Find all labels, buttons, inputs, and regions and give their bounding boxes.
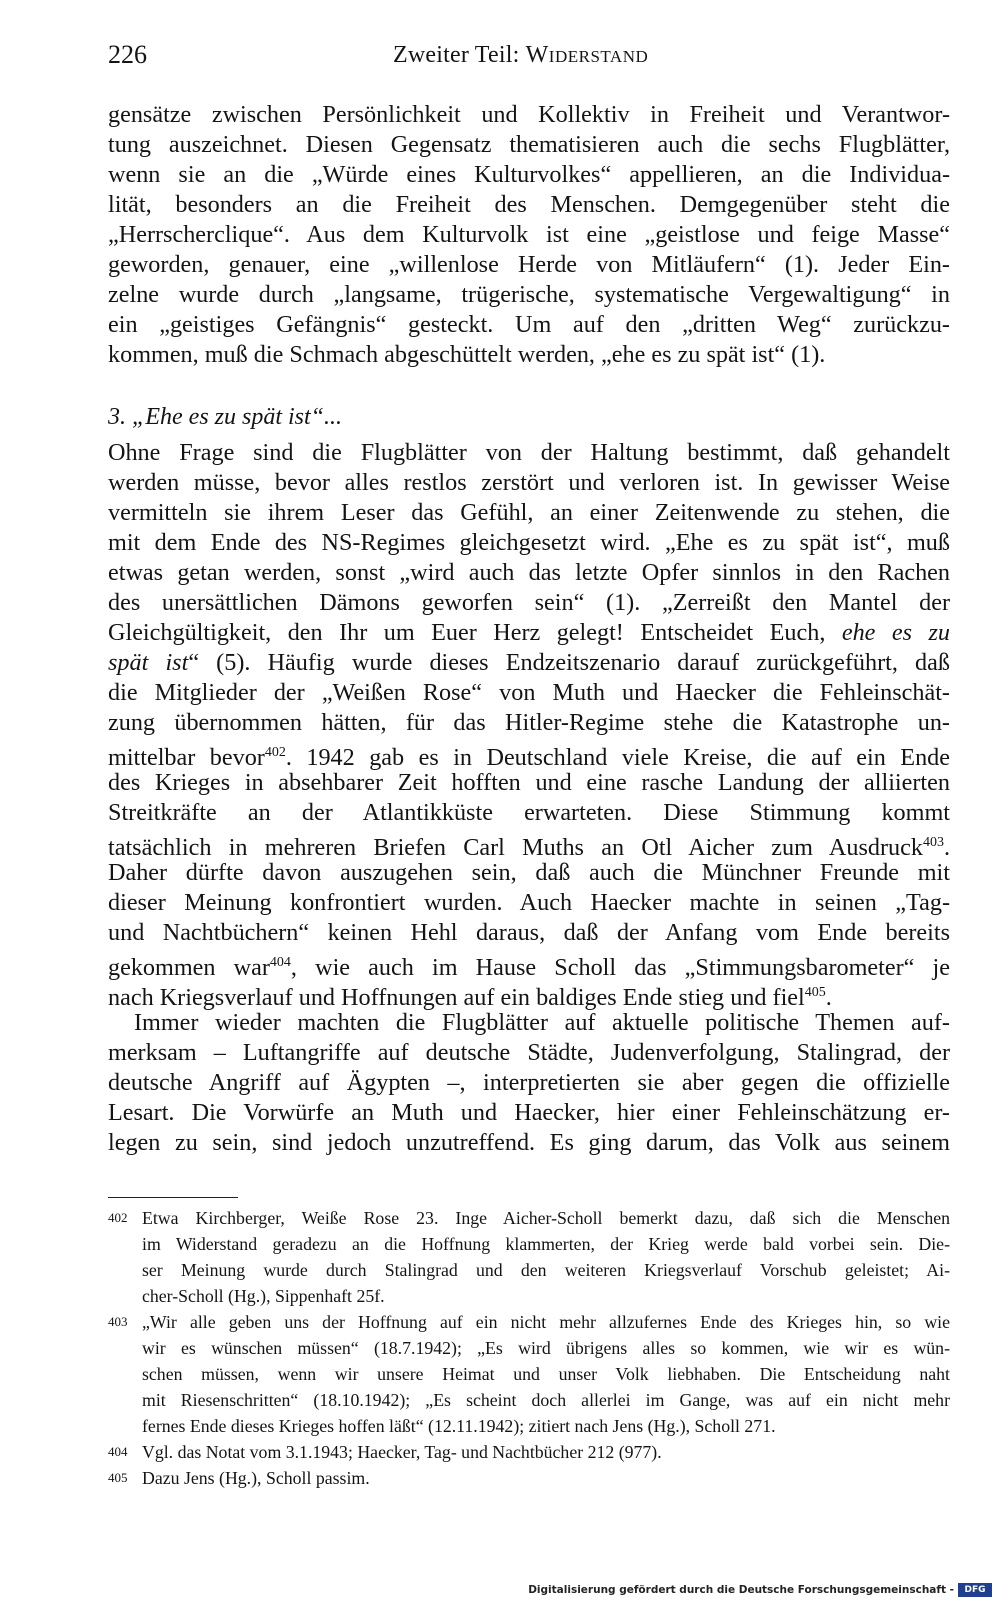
paragraph-2 bbox=[108, 438, 950, 1012]
text-line: kommen, muß die Schmach abgeschüttelt werden, „ehe es zu spät ist“ (1). bbox=[108, 341, 826, 368]
text-span: . 1942 gab es in Deutschland viele Kreise, die auf ein Ende bbox=[285, 744, 950, 772]
text-line: mit dem Ende des NS-Regimes gleichgesetzt wird. „Ehe es zu spät ist“, muß bbox=[108, 529, 950, 556]
footnote-number: 405 bbox=[108, 1470, 128, 1485]
text-line: legen zu sein, sind jedoch unzutreffend. Es ging darum, das Volk aus seinem bbox=[108, 1129, 950, 1156]
text-line bbox=[108, 828, 950, 862]
text-line: des Krieges in absehbarer Zeit hofften und eine rasche Landung der alliierten bbox=[108, 769, 950, 796]
text-line: dieser Meinung konfrontiert wurden. Auch Haecker machte in seinen „Tag- bbox=[108, 889, 950, 916]
footnote-line: Vgl. das Notat vom 3.1.1943; Haecker, Tag- und Nachtbücher 212 (977). bbox=[142, 1442, 662, 1462]
text-span: “ (5). Häufig wurde dieses Endzeitszenario darauf zurückgeführt, daß bbox=[188, 649, 950, 676]
footnote-405 bbox=[108, 1465, 950, 1491]
text-span: , wie auch im Hause Scholl das „Stimmungsbarometer“ je bbox=[290, 954, 950, 982]
footnote-line: ser Meinung wurde durch Stalingrad und den weiteren Kriegsverlauf Vorschub geleistet; Ai- bbox=[142, 1260, 950, 1280]
text-line: gensätze zwischen Persönlichkeit und Kollektiv in Freiheit und Verantwor- bbox=[108, 101, 950, 128]
page-number: 226 bbox=[108, 40, 147, 69]
text-line: Streitkräfte an der Atlantikküste erwarteten. Diese Stimmung kommt bbox=[108, 799, 950, 826]
text-line: lität, besonders an die Freiheit des Menschen. Demgegenüber steht die bbox=[108, 191, 950, 218]
text-span: mittelbar bevor bbox=[108, 744, 265, 772]
footnote-number: 403 bbox=[108, 1314, 128, 1329]
text-line bbox=[108, 648, 950, 678]
footnote-line: Etwa Kirchberger, Weiße Rose 23. Inge Aicher-Scholl bemerkt dazu, daß sich die Menschen bbox=[142, 1208, 950, 1228]
footnote-line: Dazu Jens (Hg.), Scholl passim. bbox=[142, 1468, 370, 1488]
footnote-number: 404 bbox=[108, 1444, 128, 1459]
text-span: . bbox=[943, 834, 950, 862]
text-line: „Herrscherclique“. Aus dem Kulturvolk ist eine „geistlose und feige Masse“ bbox=[108, 221, 950, 248]
text-span: . bbox=[825, 984, 832, 1012]
footnote-ref[interactable]: 402 bbox=[264, 745, 286, 760]
text-line: geworden, genauer, eine „willenlose Herde von Mitläufern“ (1). Jeder Ein- bbox=[108, 251, 950, 278]
text-line: Daher dürfte davon auszugehen sein, daß auch die Münchner Freunde mit bbox=[108, 859, 950, 886]
emphasis: ehe es zu bbox=[841, 619, 950, 646]
footnote-line: cher-Scholl (Hg.), Sippenhaft 25f. bbox=[142, 1286, 385, 1306]
text-span: tatsächlich in mehreren Briefen Carl Muths an Otl Aicher zum Ausdruck bbox=[108, 834, 923, 862]
text-span: Gleichgültigkeit, den Ihr um Euer Herz gelegt! Entscheidet Euch, bbox=[108, 619, 842, 646]
text-line: etwas getan werden, sonst „wird auch das letzte Opfer sinnlos in den Rachen bbox=[108, 559, 950, 586]
emphasis: spät ist bbox=[108, 649, 189, 676]
footnote-line: wir es wünschen müssen“ (18.7.1942); „Es wird übrigens alles so kommen, wie wir es wün- bbox=[142, 1338, 950, 1358]
footnote-line: schen müssen, wenn wir unsere Heimat und unser Volk liebhaben. Die Entscheidung naht bbox=[142, 1364, 950, 1384]
text-line: tung auszeichnet. Diesen Gegensatz thematisieren auch die sechs Flugblätter, bbox=[108, 131, 950, 158]
footnote-line: mit Riesenschritten“ (18.10.1942); „Es scheint doch allerlei im Gange, was auf ein nicht mehr bbox=[142, 1390, 950, 1410]
text-span: gekommen war bbox=[108, 954, 270, 982]
footnote-line: im Widerstand geradezu an die Hoffnung klammerten, der Krieg werde bald vorbei sein. Die- bbox=[142, 1234, 950, 1254]
text-line: Lesart. Die Vorwürfe an Muth und Haecker, hier einer Fehleinschätzung er- bbox=[108, 1099, 950, 1126]
footnote-line: „Wir alle geben uns der Hoffnung auf ein nicht mehr allzufernes Ende des Krieges hin, so wie bbox=[142, 1312, 950, 1332]
text-line bbox=[108, 618, 950, 648]
footnote-402 bbox=[108, 1205, 950, 1309]
text-line: merksam – Luftangriffe auf deutsche Städte, Judenverfolgung, Stalingrad, der bbox=[108, 1039, 950, 1066]
text-line: des unersättlichen Dämons geworfen sein“ (1). „Zerreißt den Mantel der bbox=[108, 589, 950, 616]
digitization-credit: Digitalisierung gefördert durch die Deutsche Forschungsgemeinschaft - bbox=[528, 1584, 954, 1596]
text-line: Ohne Frage sind die Flugblätter von der Haltung bestimmt, daß gehandelt bbox=[108, 439, 950, 466]
text-line: die Mitglieder der „Weißen Rose“ von Muth und Haecker die Fehleinschät- bbox=[108, 679, 950, 706]
text-line: werden müsse, bevor alles restlos zerstört und verloren ist. In gewisser Weise bbox=[108, 469, 950, 496]
footnote-ref[interactable]: 404 bbox=[269, 955, 291, 970]
footnote-line: fernes Ende dieses Krieges hoffen läßt“ (12.11.1942); zitiert nach Jens (Hg.), Scholl 271. bbox=[142, 1416, 776, 1436]
text-line: ein „geistiges Gefängnis“ gesteckt. Um auf den „dritten Weg“ zurückzu- bbox=[108, 311, 950, 338]
footnote-number: 402 bbox=[108, 1210, 128, 1225]
text-line bbox=[108, 978, 950, 1012]
footnote-ref[interactable]: 403 bbox=[922, 835, 944, 850]
footnote-404 bbox=[108, 1439, 950, 1465]
footnote-ref[interactable]: 405 bbox=[804, 985, 826, 1000]
paragraph-1 bbox=[108, 100, 950, 370]
dfg-logo: DFG bbox=[958, 1583, 992, 1597]
text-line bbox=[108, 738, 950, 772]
running-head bbox=[393, 42, 648, 69]
footnote-separator bbox=[108, 1197, 238, 1198]
running-head-prefix: Zweiter Teil: bbox=[393, 42, 526, 68]
text-line: deutsche Angriff auf Ägypten –, interpretierten sie aber gegen die offizielle bbox=[108, 1069, 950, 1096]
text-line: vermitteln sie ihrem Leser das Gefühl, an einer Zeitenwende zu stehen, die bbox=[108, 499, 950, 526]
footnote-403 bbox=[108, 1309, 950, 1439]
text-line: und Nachtbüchern“ keinen Hehl daraus, daß der Anfang vom Ende bereits bbox=[108, 919, 950, 946]
text-line: zelne wurde durch „langsame, trügerische, systematische Vergewaltigung“ in bbox=[108, 281, 950, 308]
paragraph-3 bbox=[108, 1008, 950, 1158]
running-head-part: Widerstand bbox=[525, 42, 649, 68]
page-header bbox=[108, 40, 950, 74]
text-line: Immer wieder machten die Flugblätter auf aktuelle politische Themen auf- bbox=[134, 1009, 950, 1036]
section-heading: 3. „Ehe es zu spät ist“... bbox=[108, 404, 343, 430]
text-line bbox=[108, 948, 950, 982]
footnotes bbox=[108, 1205, 950, 1491]
text-span: nach Kriegsverlauf und Hoffnungen auf ein baldiges Ende stieg und fiel bbox=[108, 984, 805, 1012]
text-line: zung übernommen hätten, für das Hitler-Regime stehe die Katastrophe un- bbox=[108, 709, 950, 736]
text-line: wenn sie an die „Würde eines Kulturvolkes“ appellieren, an die Individua- bbox=[108, 161, 950, 188]
